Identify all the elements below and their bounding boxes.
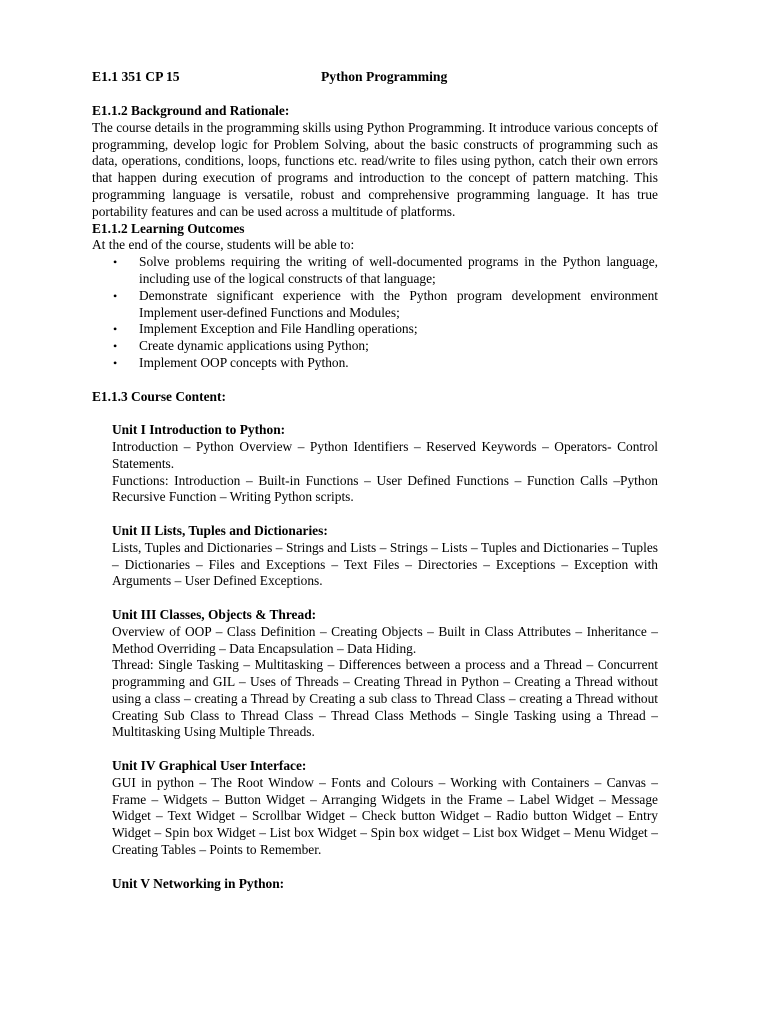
unit-paragraph: Overview of OOP – Class Definition – Creating Objects – Built in Class Attributes – Inheritance – Method Overriding – Data Encapsulation – Data Hiding. [112,623,658,656]
unit-title: Unit IV Graphical User Interface: [112,758,307,774]
unit-paragraph: Lists, Tuples and Dictionaries – Strings and Lists – Strings – Lists – Tuples and Dictionaries – Tuples – Dictionaries – Files and Exceptions – Text Files – Directories – Exceptions – Exception with Arguments – User Defined Exceptions. [112,539,658,589]
bullet-icon: • [113,322,118,337]
list-item [112,321,658,338]
unit-title: Unit V Networking in Python: [112,875,285,891]
unit-title: Unit I Introduction to Python: [112,422,286,438]
unit-paragraph: GUI in python – The Root Window – Fonts and Colours – Working with Containers – Canvas – Frame – Widgets – Button Widget – Arranging Widgets in the Frame – Label Widget – Message Widget – Text Widget – Scrollbar Widget – Check button Widget – Radio button Widget – Entry Widget – Spin box Widget – List box Widget – Spin box widget – List box Widget – Menu Widget – Creating Tables – Points to Remember. [112,774,658,858]
outcomes-intro: At the end of the course, students will be able to: [92,237,355,253]
course-code: E1.1 351 CP 15 [92,69,180,84]
course-content-heading: E1.1.3 Course Content: [92,388,226,404]
unit-paragraph: Introduction – Python Overview – Python Identifiers – Reserved Keywords – Operators- Control Statements. [112,438,658,471]
outcome-text: Implement Exception and File Handling operations; [139,321,418,337]
unit-4 [112,758,658,859]
outcome-text: Demonstrate significant experience with the Python program development environment Implement user-defined Functions and Modules; [139,287,658,320]
unit-2 [112,523,658,590]
course-content-section [92,389,658,893]
unit-title: Unit III Classes, Objects & Thread: [112,606,317,622]
outcomes-list [112,254,658,372]
course-title: Python Programming [321,69,448,84]
list-item [112,355,658,372]
unit-3 [112,607,658,741]
outcome-text: Create dynamic applications using Python; [139,338,369,354]
unit-5 [112,876,658,893]
outcomes-heading: E1.1.2 Learning Outcomes [92,220,245,236]
outcome-text: Solve problems requiring the writing of well-documented programs in the Python language, including use of the logical constructs of that language; [139,254,658,286]
unit-paragraph: Functions: Introduction – Built-in Functions – User Defined Functions – Function Calls –Python Recursive Function – Writing Python scripts. [112,472,658,505]
background-section [92,103,658,221]
unit-1 [112,422,658,506]
background-text: The course details in the programming skills using Python Programming. It introduce various concepts of programming, develop logic for Problem Solving, about the basic constructs of programming such as data, operations, conditions, loops, functions etc. read/write to files using python, catch their own errors that happen during execution of programs and introduction to the concept of pattern matching. This programming language is versatile, robust and comprehensive programming language. It has true portability features and can be used across a multitude of platforms. [92,119,658,219]
document-body [92,103,658,892]
bullet-icon: • [113,355,118,370]
background-heading: E1.1.2 Background and Rationale: [92,103,290,118]
bullet-icon: • [113,255,118,270]
list-item [112,288,658,322]
unit-paragraph: Thread: Single Tasking – Multitasking – Differences between a process and a Thread – Concurrent programming and GIL – Uses of Threads – Creating Thread in Python – Creating a Thread without using a class – creating a Thread by Creating a sub class to Thread Class – creating a Thread without Creating Sub Class to Thread Class – Thread Class Methods – Single Tasking using a Thread – Multitasking Using Multiple Threads. [112,657,658,740]
bullet-icon: • [113,339,118,354]
unit-title: Unit II Lists, Tuples and Dictionaries: [112,522,328,538]
list-item [112,254,658,288]
list-item [112,338,658,355]
bullet-icon: • [113,288,118,303]
outcome-text: Implement OOP concepts with Python. [139,354,349,370]
outcomes-section [92,221,658,372]
